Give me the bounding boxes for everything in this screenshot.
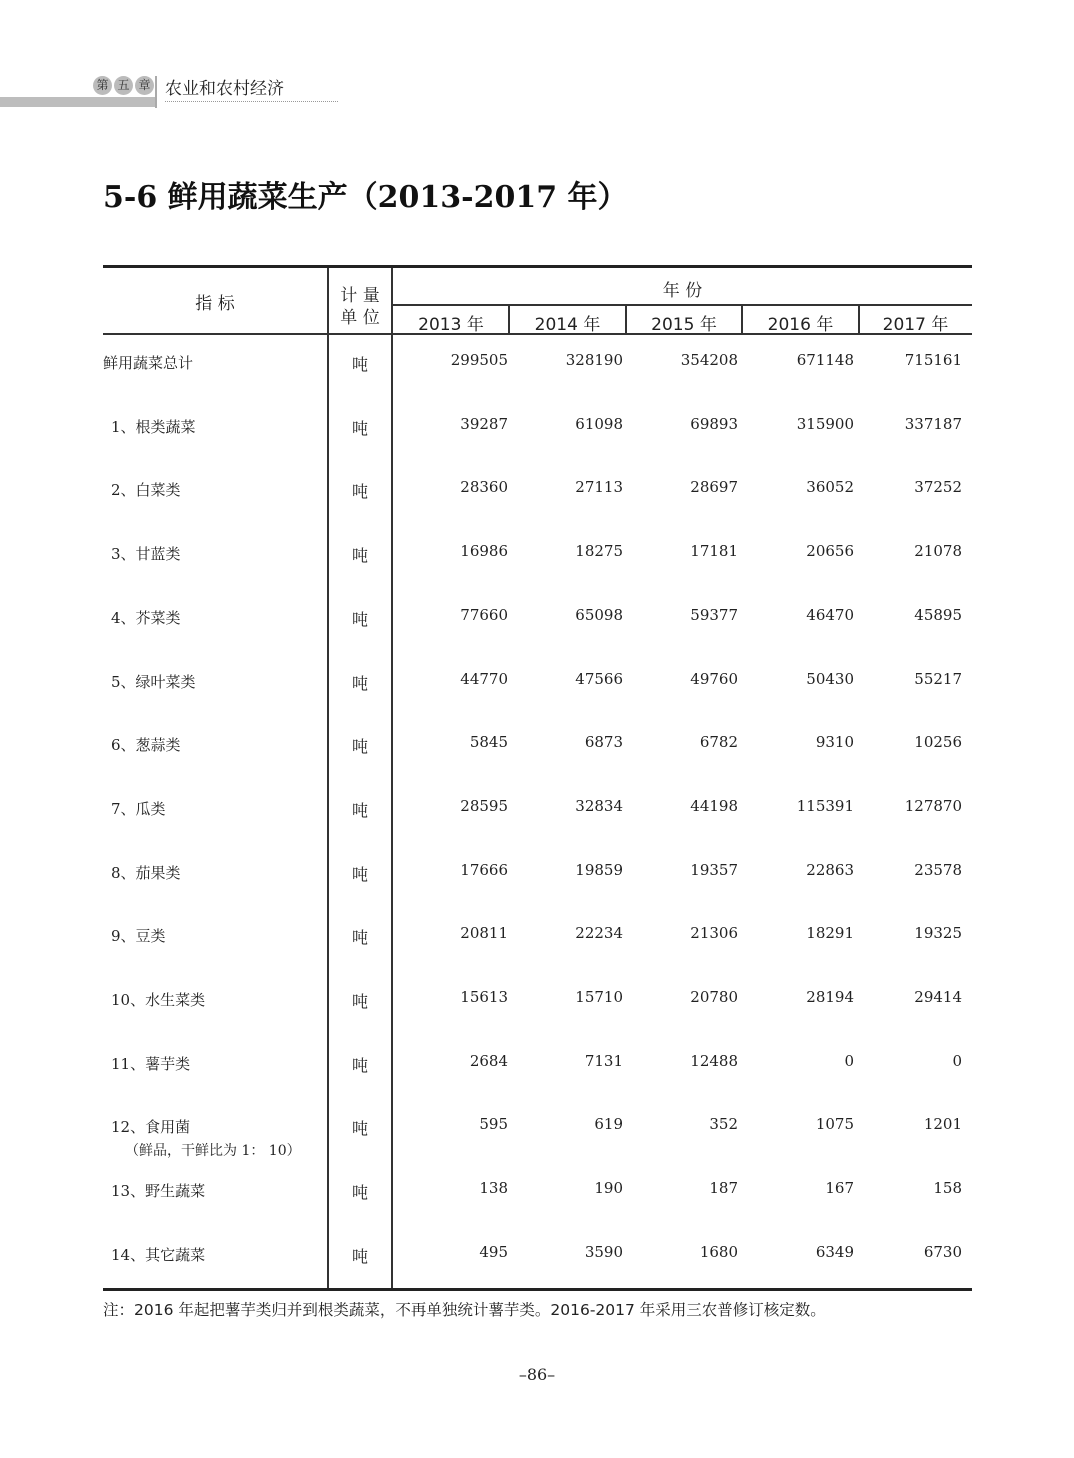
row-value: 1075 bbox=[815, 1115, 854, 1134]
row-value: 354208 bbox=[680, 351, 738, 369]
header-year: 2015 年 bbox=[651, 315, 717, 335]
row-value: 17666 bbox=[460, 860, 508, 879]
table-row bbox=[103, 780, 972, 844]
row-value: 2684 bbox=[469, 1051, 508, 1070]
header-unit-line1: 计 量 bbox=[340, 286, 380, 306]
table-row bbox=[103, 589, 972, 653]
row-value: 15613 bbox=[460, 988, 508, 1006]
row-value: 61098 bbox=[575, 414, 623, 433]
row-value: 69893 bbox=[690, 414, 738, 433]
row-unit: 吨 bbox=[351, 418, 368, 438]
row-value: 22234 bbox=[575, 924, 623, 943]
row-value: 28360 bbox=[460, 478, 508, 497]
row-value: 10256 bbox=[914, 733, 962, 752]
row-value: 1201 bbox=[923, 1115, 962, 1134]
row-value: 0 bbox=[952, 1051, 962, 1070]
row-value: 352 bbox=[709, 1115, 738, 1134]
row-value: 44198 bbox=[690, 796, 738, 815]
row-value: 22863 bbox=[806, 860, 854, 879]
row-value: 619 bbox=[594, 1115, 623, 1134]
row-value: 20656 bbox=[806, 542, 854, 561]
row-value: 158 bbox=[933, 1179, 962, 1198]
chapter-char: 章 bbox=[135, 76, 154, 95]
row-value: 19859 bbox=[575, 860, 623, 879]
row-value: 77660 bbox=[460, 605, 508, 624]
chapter-char: 第 bbox=[93, 76, 112, 95]
row-indicator: 11、薯芋类 bbox=[111, 1054, 191, 1073]
row-value: 6730 bbox=[923, 1242, 962, 1261]
row-unit: 吨 bbox=[351, 1246, 368, 1266]
page-number: –86– bbox=[518, 1365, 556, 1384]
row-value: 50430 bbox=[806, 669, 854, 688]
row-value: 37252 bbox=[914, 478, 962, 497]
header-divider bbox=[155, 76, 157, 108]
row-indicator: 13、野生蔬菜 bbox=[111, 1182, 206, 1201]
row-unit: 吨 bbox=[351, 800, 368, 820]
row-value: 46470 bbox=[806, 605, 854, 624]
row-unit: 吨 bbox=[351, 1055, 368, 1075]
row-indicator: 1、根类蔬菜 bbox=[111, 417, 196, 436]
row-indicator: 9、豆类 bbox=[111, 927, 166, 946]
row-value: 595 bbox=[479, 1115, 508, 1134]
row-value: 7131 bbox=[584, 1051, 623, 1070]
header-year: 2013 年 bbox=[418, 315, 484, 335]
row-value: 44770 bbox=[460, 669, 508, 688]
table-row bbox=[103, 334, 972, 398]
row-value: 9310 bbox=[815, 733, 854, 752]
row-unit: 吨 bbox=[351, 609, 368, 629]
row-value: 28595 bbox=[460, 796, 508, 815]
row-indicator: 14、其它蔬菜 bbox=[111, 1245, 206, 1264]
row-value: 715161 bbox=[904, 351, 962, 369]
row-value: 5845 bbox=[469, 733, 508, 752]
row-indicator: 6、葱蒜类 bbox=[111, 736, 181, 755]
row-unit: 吨 bbox=[351, 737, 368, 757]
row-value: 21306 bbox=[690, 924, 738, 943]
table-row bbox=[103, 1162, 972, 1226]
row-value: 18275 bbox=[575, 542, 623, 561]
row-value: 20811 bbox=[460, 924, 508, 943]
row-value: 495 bbox=[479, 1242, 508, 1261]
row-value: 59377 bbox=[690, 605, 738, 624]
row-unit: 吨 bbox=[351, 355, 368, 374]
table-row bbox=[103, 525, 972, 589]
row-value: 6782 bbox=[699, 733, 738, 752]
table-row bbox=[103, 844, 972, 908]
row-value: 337187 bbox=[904, 414, 962, 433]
row-value: 15710 bbox=[575, 988, 623, 1006]
row-value: 27113 bbox=[575, 478, 623, 497]
row-indicator: 7、瓜类 bbox=[111, 799, 166, 818]
row-indicator: 4、芥菜类 bbox=[111, 608, 181, 627]
header-unit-line2: 单 位 bbox=[340, 308, 380, 328]
row-value: 3590 bbox=[584, 1242, 623, 1261]
row-value: 19325 bbox=[914, 924, 962, 943]
row-value: 17181 bbox=[690, 542, 738, 561]
chapter-char: 五 bbox=[114, 76, 133, 95]
header-year: 2017 年 bbox=[882, 315, 949, 335]
header-year: 2014 年 bbox=[534, 315, 601, 335]
row-value: 23578 bbox=[914, 860, 962, 879]
row-value: 127870 bbox=[904, 796, 962, 815]
row-value: 315900 bbox=[796, 414, 854, 433]
row-value: 1680 bbox=[699, 1242, 738, 1261]
row-indicator: 8、茄果类 bbox=[111, 863, 181, 882]
row-value: 138 bbox=[479, 1179, 508, 1198]
table-row bbox=[103, 461, 972, 525]
row-value: 29414 bbox=[914, 988, 962, 1006]
row-indicator: 10、水生菜类 bbox=[111, 991, 206, 1009]
row-indicator: 5、绿叶菜类 bbox=[111, 672, 196, 691]
row-indicator: 2、白菜类 bbox=[111, 481, 181, 500]
row-unit: 吨 bbox=[351, 673, 368, 693]
table-row bbox=[103, 716, 972, 780]
row-indicator: 12、食用菌 bbox=[111, 1118, 191, 1137]
row-value: 0 bbox=[844, 1051, 854, 1070]
table-row bbox=[103, 1035, 972, 1099]
row-value: 47566 bbox=[575, 669, 623, 688]
row-value: 55217 bbox=[914, 669, 962, 688]
row-value: 39287 bbox=[460, 414, 508, 433]
row-value: 28194 bbox=[806, 988, 854, 1006]
row-value: 32834 bbox=[575, 796, 623, 815]
row-value: 115391 bbox=[796, 796, 854, 815]
table-bottom-rule bbox=[103, 1288, 972, 1291]
chapter-badge bbox=[93, 76, 154, 95]
row-unit: 吨 bbox=[351, 482, 368, 502]
row-value: 6349 bbox=[815, 1242, 854, 1261]
row-value: 167 bbox=[825, 1179, 854, 1198]
page-title: 5-6 鲜用蔬菜生产（2013-2017 年） bbox=[103, 180, 628, 215]
header-year: 2016 年 bbox=[767, 315, 834, 335]
row-unit: 吨 bbox=[351, 1119, 368, 1139]
row-value: 671148 bbox=[796, 351, 854, 369]
row-value: 65098 bbox=[575, 605, 623, 624]
row-value: 20780 bbox=[690, 988, 738, 1006]
row-unit: 吨 bbox=[351, 546, 368, 566]
row-value: 328190 bbox=[565, 351, 623, 369]
table-row bbox=[103, 1226, 972, 1290]
row-unit: 吨 bbox=[351, 864, 368, 884]
row-value: 18291 bbox=[806, 924, 854, 943]
row-unit: 吨 bbox=[351, 1183, 368, 1203]
row-value: 187 bbox=[709, 1179, 738, 1198]
year-group-rule bbox=[392, 304, 972, 306]
row-value: 12488 bbox=[690, 1051, 738, 1070]
row-value: 6873 bbox=[584, 733, 623, 752]
table-top-rule bbox=[103, 265, 972, 268]
table-row bbox=[103, 398, 972, 462]
row-value: 190 bbox=[594, 1179, 623, 1198]
section-title: 农业和农村经济 bbox=[165, 74, 338, 102]
table-note: 注：2016 年起把薯芋类归并到根类蔬菜，不再单独统计薯芋类。2016-2017 年采用三农普修订核定数。 bbox=[103, 1301, 826, 1319]
table-row bbox=[103, 971, 972, 1035]
row-value: 49760 bbox=[690, 669, 738, 688]
row-value: 45895 bbox=[914, 605, 962, 624]
header-indicator: 指 标 bbox=[195, 294, 235, 314]
table-row bbox=[103, 1098, 972, 1162]
row-indicator: 3、甘蓝类 bbox=[111, 545, 181, 564]
table-row bbox=[103, 653, 972, 717]
header-year-group: 年 份 bbox=[662, 281, 703, 301]
row-indicator: 鲜用蔬菜总计 bbox=[103, 354, 194, 372]
row-unit: 吨 bbox=[351, 928, 368, 948]
row-value: 36052 bbox=[806, 478, 854, 497]
header-gray-bar bbox=[0, 97, 156, 107]
row-unit: 吨 bbox=[351, 992, 368, 1011]
row-value: 299505 bbox=[450, 351, 508, 369]
row-value: 21078 bbox=[914, 542, 962, 561]
table-row bbox=[103, 907, 972, 971]
row-value: 19357 bbox=[690, 860, 738, 879]
row-value: 28697 bbox=[690, 478, 738, 497]
row-value: 16986 bbox=[460, 542, 508, 561]
row-indicator-note: （鲜品，干鲜比为 1： 10） bbox=[125, 1143, 301, 1160]
